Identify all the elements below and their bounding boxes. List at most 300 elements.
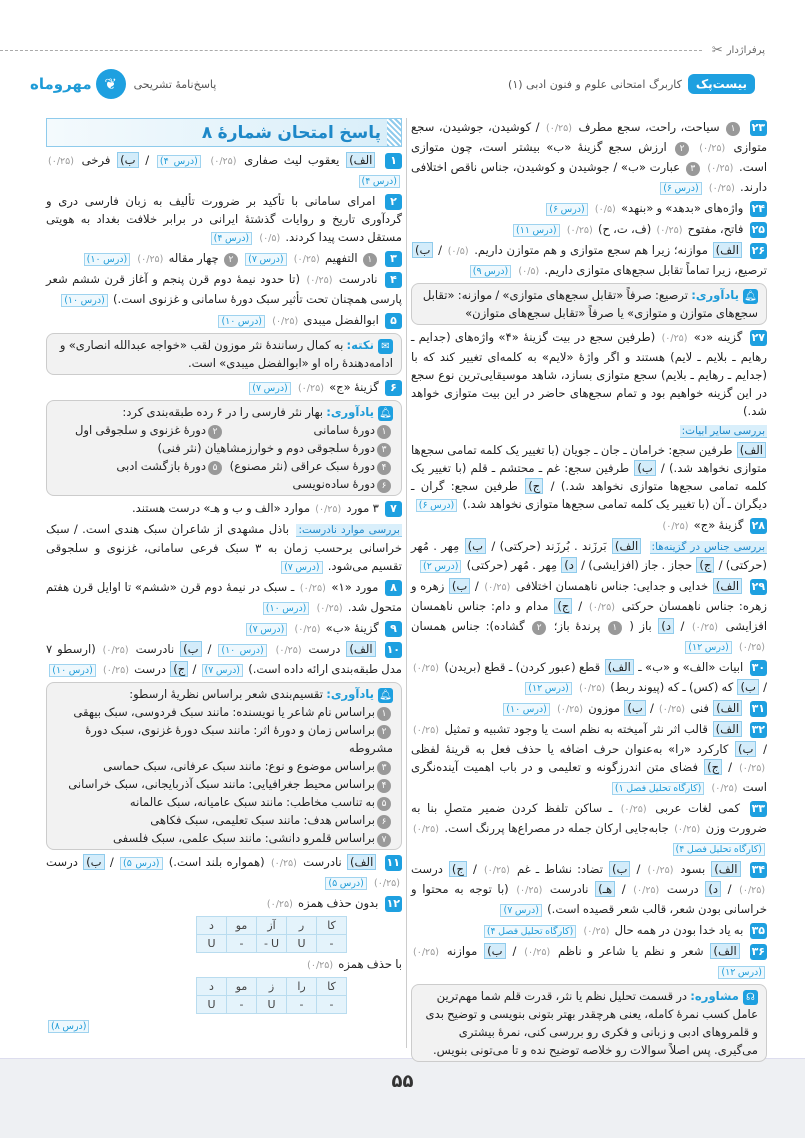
circled-number: ۱ [377, 425, 391, 439]
score: (۰/۲۵) [413, 947, 439, 958]
answer-text: / [207, 642, 212, 656]
answer-item [46, 270, 402, 310]
option-tag: ب) [634, 460, 655, 476]
answer-text: شعر و نظم یا شاعر و ناظم [558, 944, 704, 958]
circled-number: ۲ [675, 142, 689, 156]
answer-text: جابه‌جایی ارکان جمله در مصراع‌ها پررنگ است. [444, 821, 669, 835]
table-cell: را [287, 978, 317, 996]
answer-text: به یاد خدا بودن در همه حال [614, 923, 744, 937]
option-tag: ب) [117, 152, 138, 168]
question-number: ۲۳ [751, 121, 766, 134]
answer-text: گزینهٔ «ج» [329, 380, 379, 394]
circled-number: ۵ [208, 461, 222, 475]
table-cell: آز [257, 917, 287, 935]
score: (۰/۲۵) [659, 704, 685, 715]
option-tag: الف) [737, 442, 766, 458]
answer-text: ارزش سجع گزینهٔ «ب» بیشتر است، چون متوازی است. [411, 140, 768, 174]
option-tag: الف) [612, 538, 641, 554]
answer-text: تضاد: نشاط ـ غم [516, 862, 603, 876]
answer-item [46, 249, 402, 269]
table-cell: د [197, 978, 227, 996]
answer-text: درست [411, 862, 443, 876]
list-item [55, 721, 393, 757]
answer-text: بَرزَند . بُرزَند (حرکتی) / [491, 539, 607, 553]
question-number: ۲۶ [751, 244, 766, 257]
score: (۰/۲۵) [306, 275, 333, 286]
page-footer [0, 1058, 805, 1138]
answer-text: / [649, 701, 654, 715]
answer-text: نادرست [303, 855, 342, 869]
score: (۰/۲۵) [137, 254, 164, 265]
answer-text: قالب اثر نثر آمیخته به نظم است یا وجود تشبیه و تمثیل [444, 722, 708, 736]
answer-text: موازنه؛ زیرا هم سجع متوازی و هم متوازن داریم. [474, 243, 708, 257]
answer-item [46, 520, 402, 577]
section-heading: بررسی سایر ابیات: [681, 425, 765, 437]
answer-item [411, 241, 767, 281]
lesson-ref: (درس ۱۰) [61, 294, 108, 307]
question-number: ۳۳ [751, 802, 765, 815]
score: (۰/۲۵) [484, 582, 511, 593]
answer-item [411, 577, 767, 657]
score: (۰/۲۵) [516, 885, 543, 896]
answer-item [46, 151, 402, 191]
answer-item [46, 578, 402, 618]
option-tag: ج) [696, 557, 714, 573]
lesson-ref: (درس ۱۲) [685, 641, 732, 654]
answer-text: مِهر . مُهر (حرکتی) / [411, 539, 767, 572]
answer-text: فضای متن اندرزگونه و تعلیمی و در باب اهمیت آینده‌نگری است [411, 760, 767, 794]
exam-title [46, 118, 402, 147]
list-item-text: براساس هدف: مانند سبک تعلیمی، سبک فکاهی [150, 813, 375, 827]
answer-text: گزینه «د» [693, 330, 743, 344]
question-number: ۶ [385, 380, 402, 396]
callout-label: یادآوری: [326, 405, 374, 419]
scissors-icon: ✂ [711, 42, 723, 58]
list-item-text: براساس قلمرو دانشی: مانند سبک علمی، سبک فلسفی [113, 831, 375, 845]
answer-text: ابیات «الف» و «ب» ـ [638, 660, 744, 674]
answer-text: مورد «۱» [331, 580, 379, 594]
circled-number: ۱ [726, 122, 740, 136]
list-item-text: براساس نام شاعر یا نویسنده: مانند سبک فردوسی، سبک بیهقی [73, 705, 375, 719]
answer-item [411, 699, 767, 719]
table-cell: کا [317, 917, 347, 935]
answer-text: خدایی و جدایی: جناس ناهمسان اختلافی [515, 579, 709, 593]
lesson-ref: (درس ۷) [246, 623, 287, 636]
option-tag: ب) [609, 861, 630, 877]
circled-number: ۳ [377, 761, 391, 775]
question-number: ۱۱ [386, 856, 400, 869]
answer-text: / [474, 579, 479, 593]
headset-icon: ☊ [743, 990, 758, 1005]
lesson-ref: (درس ۷) [202, 664, 243, 677]
answer-text: بسود [680, 862, 706, 876]
answer-text: فنی [690, 701, 709, 715]
answer-item [46, 955, 402, 975]
answer-text: موارد «الف و ب و هـ» درست هستند. [131, 501, 311, 515]
answer-text: ابوالفضل میبدی [303, 313, 379, 327]
score: (۰/۲۵) [103, 665, 129, 676]
section-heading: بررسی جناس در گزینه‌ها: [651, 541, 765, 553]
list-item-text: براساس محیط جغرافیایی: مانند سبک آذربایجانی، سبک خراسانی [68, 777, 375, 791]
circled-number: ۶ [377, 479, 391, 493]
table-cell: - [227, 935, 257, 953]
callout-label: مشاوره: [690, 989, 739, 1003]
question-number: ۲۹ [751, 580, 766, 593]
answer-text: درست [46, 855, 78, 869]
score: (۰/۲۵) [524, 947, 551, 958]
answer-text: ۳ مورد [346, 501, 379, 515]
option-tag: ب) [180, 641, 201, 657]
circled-number: ۱ [377, 707, 391, 721]
answer-text: (ف، ت، ح) [597, 222, 652, 236]
question-number: ۷ [385, 501, 402, 517]
answer-text: نادرست [338, 272, 378, 286]
callout-text: به کمال رسانندهٔ نثر موزون لقب «خواجه عبدالله انصاری» و ادامه‌دهندهٔ راه او «ابوالفضل میبدی» است. [59, 338, 393, 370]
circled-number: ۴ [377, 779, 391, 793]
score: (۰/۲۵) [633, 885, 660, 896]
answer-text: / [636, 862, 641, 876]
score: (۰/۲۵) [374, 878, 400, 889]
callout-text: ترصیع: صرفاً «تقابل سجع‌های متوازی» / موازنه: «تقابل سجع‌های متوازن و متوازی» یا صرفاً «تقابل سجع‌های متوازن» [422, 288, 758, 320]
list-item [55, 793, 393, 811]
table-row [197, 935, 347, 953]
callout-list [55, 421, 393, 493]
lesson-ref: (درس ۱۰) [263, 602, 310, 615]
list-item-text: به تناسب مخاطب: مانند سبک عامیانه، سبک عالمانه [129, 795, 375, 809]
circled-number: ۳ [377, 443, 391, 457]
exam-title-text: پاسخ امتحان شمارهٔ ۸ [201, 123, 381, 143]
option-tag: ب) [83, 854, 104, 870]
question-number: ۲۴ [751, 202, 765, 215]
column-divider [406, 118, 407, 1048]
score: (۰/۲۵) [647, 865, 674, 876]
chat-icon: ✉ [378, 339, 393, 354]
list-item [55, 757, 393, 775]
list-item-text: دورهٔ سلجوقی دوم و خوارزمشاهیان (نثر فنی) [157, 441, 375, 455]
lesson-ref: (درس ۱۰) [218, 644, 266, 657]
brand-badge: بیست‌پک [688, 74, 755, 94]
callout-label: نکته: [346, 338, 374, 352]
question-number: ۸ [385, 580, 402, 596]
score: (۰/۲۵) [413, 824, 439, 835]
answer-text: / [727, 882, 732, 896]
answer-item [46, 894, 402, 914]
option-tag: ب) [735, 741, 756, 757]
question-number: ۲۸ [751, 519, 765, 532]
answer-item [46, 619, 402, 639]
score: (۰/۲۵) [707, 163, 734, 174]
lesson-ref: (درس ۴) [157, 155, 201, 168]
table-cell: ر [287, 917, 317, 935]
list-item [55, 775, 393, 793]
list-item-text: دورهٔ سامانی [313, 423, 375, 437]
option-tag: الف) [713, 700, 742, 716]
lesson-ref: (کارگاه تحلیل فصل ۴) [484, 925, 576, 938]
lesson-ref: (درس ۷) [249, 382, 290, 395]
list-item-text: دورهٔ سبک عراقی (نثر مصنوع) [229, 459, 375, 473]
list-item [224, 475, 393, 493]
answer-text: (تا حدود نیمهٔ دوم قرن پنجم و آغاز قرن ششم شعر پارسی همچنان تحت تأثیر سبک دورهٔ سامانی و غزنوی است.) [46, 272, 402, 306]
answer-text: طرفین سجع: غم ـ محتشم ـ قلم (با تغییر یک کلمه تمامی سجع‌ها متوازی نخواهد شد.) / [411, 461, 768, 493]
score: (۰/۲۵) [293, 254, 320, 265]
publisher-logo [30, 69, 126, 99]
list-item [224, 457, 393, 475]
option-tag: د) [705, 881, 721, 897]
table-cell: U [287, 935, 317, 953]
score: (۰/۲۵) [739, 763, 766, 774]
answer-item [46, 853, 402, 893]
circled-number: ۲ [224, 253, 238, 267]
cut-line [0, 40, 765, 60]
answer-item [411, 720, 767, 798]
answer-item [411, 537, 767, 576]
option-tag: د) [561, 557, 577, 573]
page-header [30, 68, 755, 100]
answer-item [411, 860, 767, 920]
lesson-ref: (درس ۷) [245, 253, 286, 266]
answer-text: باز ( [629, 619, 652, 633]
option-tag: الف) [605, 659, 634, 675]
question-number: ۳۲ [751, 723, 766, 736]
answer-text: / [763, 742, 768, 756]
lesson-ref: (درس ۶) [546, 203, 587, 216]
circled-number: ۳ [686, 162, 700, 176]
question-number: ۳ [385, 251, 402, 267]
answer-text: باذل مشهدی از شاعران سبک هندی است. / سبک خراسانی برحسب زمان به ۳ سبک فرعی سامانی، غزنوی و سلجوقی تقسیم می‌شود. [46, 522, 402, 573]
lesson-ref: (درس ۷) [500, 904, 541, 917]
answer-item [46, 499, 402, 519]
answer-item [46, 1016, 402, 1036]
score: (۰/۲۵) [294, 624, 321, 635]
answer-text: گزینهٔ «ج» [693, 518, 744, 532]
lesson-ref: (درس ۶) [416, 499, 457, 512]
score: (۰/۲۵) [299, 583, 326, 594]
list-item [55, 829, 393, 847]
lesson-ref: (درس ۴) [359, 175, 400, 188]
lesson-ref: (درس ۸) [48, 1020, 89, 1033]
circled-number: ۲ [377, 725, 391, 739]
answer-item [411, 942, 767, 982]
list-item [55, 457, 224, 475]
answer-text: درست [134, 662, 167, 676]
question-number: ۲۷ [751, 331, 765, 344]
circled-number: ۵ [377, 797, 391, 811]
callout-label: یادآوری: [691, 288, 739, 302]
score: (۰/۲۵) [270, 858, 297, 869]
circled-number: ۱ [363, 253, 377, 267]
lesson-ref: (درس ۹) [470, 265, 511, 278]
callout-list [55, 703, 393, 847]
option-tag: الف) [710, 943, 739, 959]
score: (۰/۲۵) [413, 725, 439, 736]
answer-item [411, 199, 767, 219]
answer-text: (طرفین سجع در بیت گزینهٔ «۴» واژه‌های (جدایم ـ رهایم ـ بلایم ـ لایم) هستند و اگر واژهٔ «لایم» به کلمه‌ای تغییر کند که با (جدایم ـ رهایم ـ بلایم) سجع متوازی بسازد، شاهد موسیقایی‌ترین نوع سجع در این گزینه خواهیم بود و تمام سجع‌های حاضر در این بیت متوازی خواهد شد.) [411, 330, 767, 418]
answer-text: درست [308, 642, 341, 656]
question-number: ۱۲ [386, 897, 400, 910]
lesson-ref: (درس ۷) [281, 561, 322, 574]
answer-text: / [472, 862, 477, 876]
table-row [197, 996, 347, 1014]
bell-icon: 🔔︎ [379, 690, 392, 701]
table-cell: کا [317, 978, 347, 996]
lesson-ref: (درس ۴) [211, 232, 252, 245]
butterfly-icon: ❦ [96, 69, 126, 99]
lesson-ref: (درس ۲) [420, 560, 461, 573]
table-row [197, 978, 347, 996]
lesson-ref: (کارگاه تحلیل فصل ۴) [673, 843, 765, 856]
circled-number: ۴ [377, 461, 391, 475]
table-cell: مو [227, 917, 257, 935]
answer-text: موزون [588, 701, 621, 715]
lesson-ref: (درس ۶) [660, 182, 701, 195]
answer-text: / [512, 944, 517, 958]
table-row [197, 917, 347, 935]
answer-text: سیاحت، راحت، سجع مطرف [578, 120, 720, 134]
table-cell: - [317, 935, 347, 953]
question-number: ۲۵ [751, 223, 765, 236]
score: (۰/۲۵) [297, 383, 324, 394]
answer-text: ـ سبک در نیمهٔ دوم قرن «ششم» تا اوایل قرن هفتم متحول شد. [46, 580, 402, 614]
circled-number: ۲ [532, 621, 546, 635]
left-column [46, 118, 402, 1037]
answer-item [411, 421, 767, 440]
lesson-ref: (درس ۱۰) [84, 253, 131, 266]
list-item [55, 421, 224, 439]
answer-text: / [578, 599, 583, 613]
circled-number: ۶ [377, 815, 391, 829]
answer-text: واژه‌های «بدهد» و «بنهد» [620, 201, 744, 215]
lesson-ref: (درس ۱۱) [513, 224, 560, 237]
answer-text: مدام و دام: جناس ناهمسان افزایشی [411, 599, 768, 633]
answer-item [411, 441, 767, 515]
question-number: ۲ [385, 194, 402, 210]
score: (۰/۵) [594, 204, 616, 215]
lesson-ref: (درس ۱۰) [503, 703, 550, 716]
answer-text: گزینهٔ «ب» [325, 621, 379, 635]
circled-number: ۷ [377, 833, 391, 847]
answer-text: موازنه [446, 944, 478, 958]
table-cell: ز [257, 978, 287, 996]
table-cell: U [197, 935, 227, 953]
score: (۰/۲۵) [272, 316, 299, 327]
answer-text: بدون حذف همزه [298, 896, 379, 910]
answer-item [46, 311, 402, 331]
list-item [55, 811, 393, 829]
answer-text: پرندهٔ باز؛ [553, 619, 601, 633]
callout-box [46, 400, 402, 496]
score: (۰/۲۵) [315, 504, 342, 515]
answer-text: چهار مقاله [168, 251, 219, 265]
option-tag: الف) [346, 152, 375, 168]
score: (۰/۲۵) [546, 123, 572, 134]
dashed-divider [0, 50, 702, 51]
list-item [55, 703, 393, 721]
list-item-text: براساس موضوع و نوع: مانند سبک عرفانی، سبک حماسی [103, 759, 375, 773]
bell-icon: 🔔︎ [744, 291, 757, 302]
meter-table [196, 977, 347, 1014]
score: (۰/۲۵) [557, 704, 584, 715]
cut-label: پرفراژدار [726, 44, 765, 56]
answer-text: / [192, 662, 197, 676]
right-column [411, 118, 767, 1065]
answer-item [46, 640, 402, 680]
score: (۰/۲۵) [711, 783, 738, 794]
answer-text: فرخی [81, 153, 111, 167]
answers-label: پاسخ‌نامهٔ تشریحی [133, 77, 217, 91]
answer-text: حجاز . جاز (افزایشی) / [581, 558, 693, 572]
lesson-ref: (درس ۱۲) [525, 682, 572, 695]
option-tag: ج) [449, 861, 467, 877]
question-number: ۳۰ [751, 661, 766, 674]
table-cell: - [227, 996, 257, 1014]
answer-item [411, 921, 767, 941]
answer-item [411, 799, 767, 859]
question-number: ۴ [385, 272, 402, 288]
answer-text: / [763, 680, 767, 694]
answer-text: ترصیع، زیرا تماماً تقابل سجع‌های متوازی داریم. [544, 263, 767, 277]
score: (۰/۲۵) [661, 333, 688, 344]
callout-box [46, 682, 402, 850]
score: (۰/۲۵) [620, 804, 647, 815]
question-number: ۳۶ [751, 945, 765, 958]
score: (۰/۲۵) [579, 683, 606, 694]
score: (۰/۲۵) [102, 645, 129, 656]
option-tag: ج) [554, 598, 572, 614]
option-tag: ب) [465, 538, 486, 554]
answer-text: نادرست [549, 882, 589, 896]
table-cell: U - [257, 935, 287, 953]
circled-number: ۱ [608, 621, 622, 635]
worksheet-title: کاربرگ امتحانی علوم و فنون ادبی (۱) [508, 77, 682, 91]
list-item-text: دورهٔ ساده‌نویسی [292, 477, 375, 491]
question-number: ۳۱ [751, 702, 765, 715]
list-item-text: دورهٔ غزنوی و سلجوقی اول [75, 423, 206, 437]
table-cell: - [287, 996, 317, 1014]
lesson-ref: (درس ۵) [120, 857, 163, 870]
option-tag: الف) [713, 242, 742, 258]
question-number: ۹ [385, 621, 402, 637]
score: (۰/۲۵) [307, 960, 334, 971]
score: (۰/۲۵) [588, 602, 615, 613]
answer-text: فاتح، مفتوح [687, 222, 744, 236]
option-tag: ب) [449, 578, 470, 594]
answer-text: / [728, 760, 733, 774]
answer-text: با حذف همزه [338, 957, 402, 971]
table-cell: مو [227, 978, 257, 996]
callout-label: یادآوری: [326, 687, 374, 701]
option-tag: الف) [713, 721, 742, 737]
score: (۰/۲۵) [583, 926, 610, 937]
list-item [55, 439, 393, 457]
list-item [224, 421, 393, 439]
list-item-text: دورهٔ بازگشت ادبی [116, 459, 206, 473]
list-item-text: براساس زمان و دورهٔ اثر: مانند سبک دورهٔ غزنوی، سبک دورهٔ مشروطه [85, 723, 393, 755]
answer-text: (با توجه به محتوا و خراسانی بودن شعر، قالب شعر قصیده است.) [411, 882, 767, 916]
score: (۰/۲۵) [662, 521, 689, 532]
score: (۰/۲۵) [674, 824, 701, 835]
score: (۰/۲۵) [413, 663, 439, 674]
option-tag: ج) [525, 478, 543, 494]
answer-text: / [621, 882, 626, 896]
option-tag: ب) [737, 679, 758, 695]
answer-text: / [109, 855, 114, 869]
option-tag: ب) [484, 943, 505, 959]
score: (۰/۲۵) [266, 899, 293, 910]
question-number: ۱ [385, 153, 402, 169]
answer-item [411, 220, 767, 240]
answer-item [411, 658, 767, 698]
logo-text: مهروماه [30, 75, 92, 93]
